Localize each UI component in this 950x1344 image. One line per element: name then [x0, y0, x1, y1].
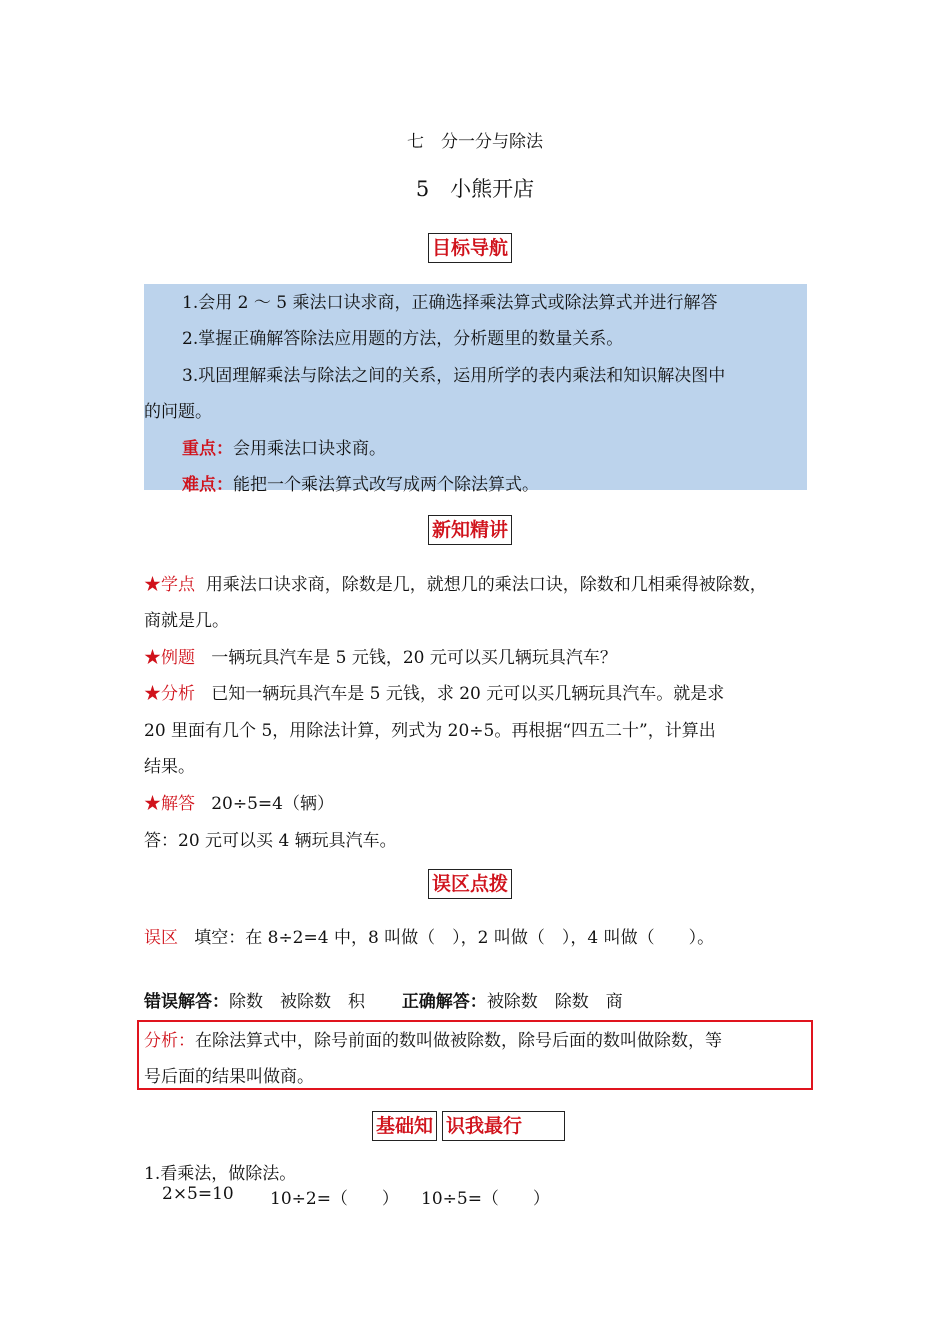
point-line-2: 商就是几。 [144, 611, 229, 631]
difficult-point-label: 难点： [182, 475, 233, 495]
example-label: ★例题 [144, 648, 195, 668]
analysis-label: ★分析 [144, 684, 195, 704]
answer-line [144, 789, 334, 814]
chapter-title: 七 分一分与除法 [407, 132, 543, 152]
answer-label: ★解答 [144, 794, 195, 814]
goal-item-2: 2.掌握正确解答除法应用题的方法，分析题里的数量关系。 [182, 329, 624, 349]
mistake-question-line [144, 923, 714, 948]
key-point [182, 434, 386, 459]
right-answer-text: 被除数 除数 商 [486, 992, 623, 1012]
analysis-text: 已知一辆玩具汽车是 5 元钱，求 20 元可以买几辆玩具汽车。就是求 [211, 684, 725, 704]
example-line [144, 643, 617, 668]
analysis-line-3: 结果。 [144, 757, 195, 777]
goal-item-1: 1.会用 2 ～ 5 乘法口诀求商，正确选择乘法算式或除法算式并进行解答 [182, 293, 718, 313]
question-1-item-a: 2×5=10 [162, 1184, 234, 1204]
mistakes-heading: 误区点拨 [428, 869, 512, 899]
goals-box [144, 284, 807, 495]
analysis-line-2: 20 里面有几个 5，用除法计算，列式为 20÷5。再根据“四五二十”，计算出 [144, 721, 716, 741]
goal-item-3: 3.巩固理解乘法与除法之间的关系，运用所学的表内乘法和知识解决图中 [182, 366, 726, 386]
mistake-analysis-line-2: 号后面的结果叫做商。 [144, 1067, 314, 1087]
difficult-point [182, 470, 539, 495]
mistake-analysis-text: 在除法算式中，除号前面的数叫做被除数，除号后面的数叫做除数，等 [195, 1031, 722, 1051]
practice-heading-part2: 识我最行 [442, 1111, 565, 1141]
example-text: 一辆玩具汽车是 5 元钱，20 元可以买几辆玩具汽车？ [211, 648, 617, 668]
point-line-1 [144, 570, 767, 595]
point-text: 用乘法口诀求商，除数是几，就想几的乘法口诀，除数和几相乘得被除数， [205, 575, 767, 595]
difficult-point-text: 能把一个乘法算式改写成两个除法算式。 [233, 475, 539, 495]
key-point-text: 会用乘法口诀求商。 [233, 439, 386, 459]
lesson-title: 5 小熊开店 [415, 177, 535, 201]
mistake-question: 填空：在 8÷2=4 中，8 叫做（ ），2 叫做（ ），4 叫做（ ）。 [194, 928, 715, 948]
right-answer-label: 正确解答： [401, 992, 487, 1012]
answers-line [144, 987, 623, 1012]
final-answer: 答：20 元可以买 4 辆玩具汽车。 [144, 831, 397, 851]
mistake-analysis-line-1 [144, 1026, 722, 1051]
new-knowledge-heading: 新知精讲 [428, 515, 512, 545]
mistake-analysis-label: 分析： [144, 1031, 195, 1051]
wrong-answer-text: 除数 被除数 积 [229, 992, 365, 1012]
question-1-item-c: 10÷5=（ ） [421, 1189, 550, 1209]
practice-heading-part1: 基础知 [372, 1111, 437, 1141]
analysis-line-1 [144, 679, 724, 704]
key-point-label: 重点： [182, 439, 233, 459]
wrong-answer-label: 错误解答： [144, 992, 229, 1012]
mistake-label: 误区 [144, 928, 178, 948]
question-1-item-b: 10÷2=（ ） [270, 1189, 399, 1209]
goals-heading: 目标导航 [428, 233, 512, 263]
goal-item-3-cont: 的问题。 [144, 402, 212, 422]
answer-text: 20÷5=4（辆） [211, 794, 334, 814]
point-label: ★学点 [144, 575, 195, 595]
question-1-title: 1.看乘法，做除法。 [144, 1164, 297, 1184]
